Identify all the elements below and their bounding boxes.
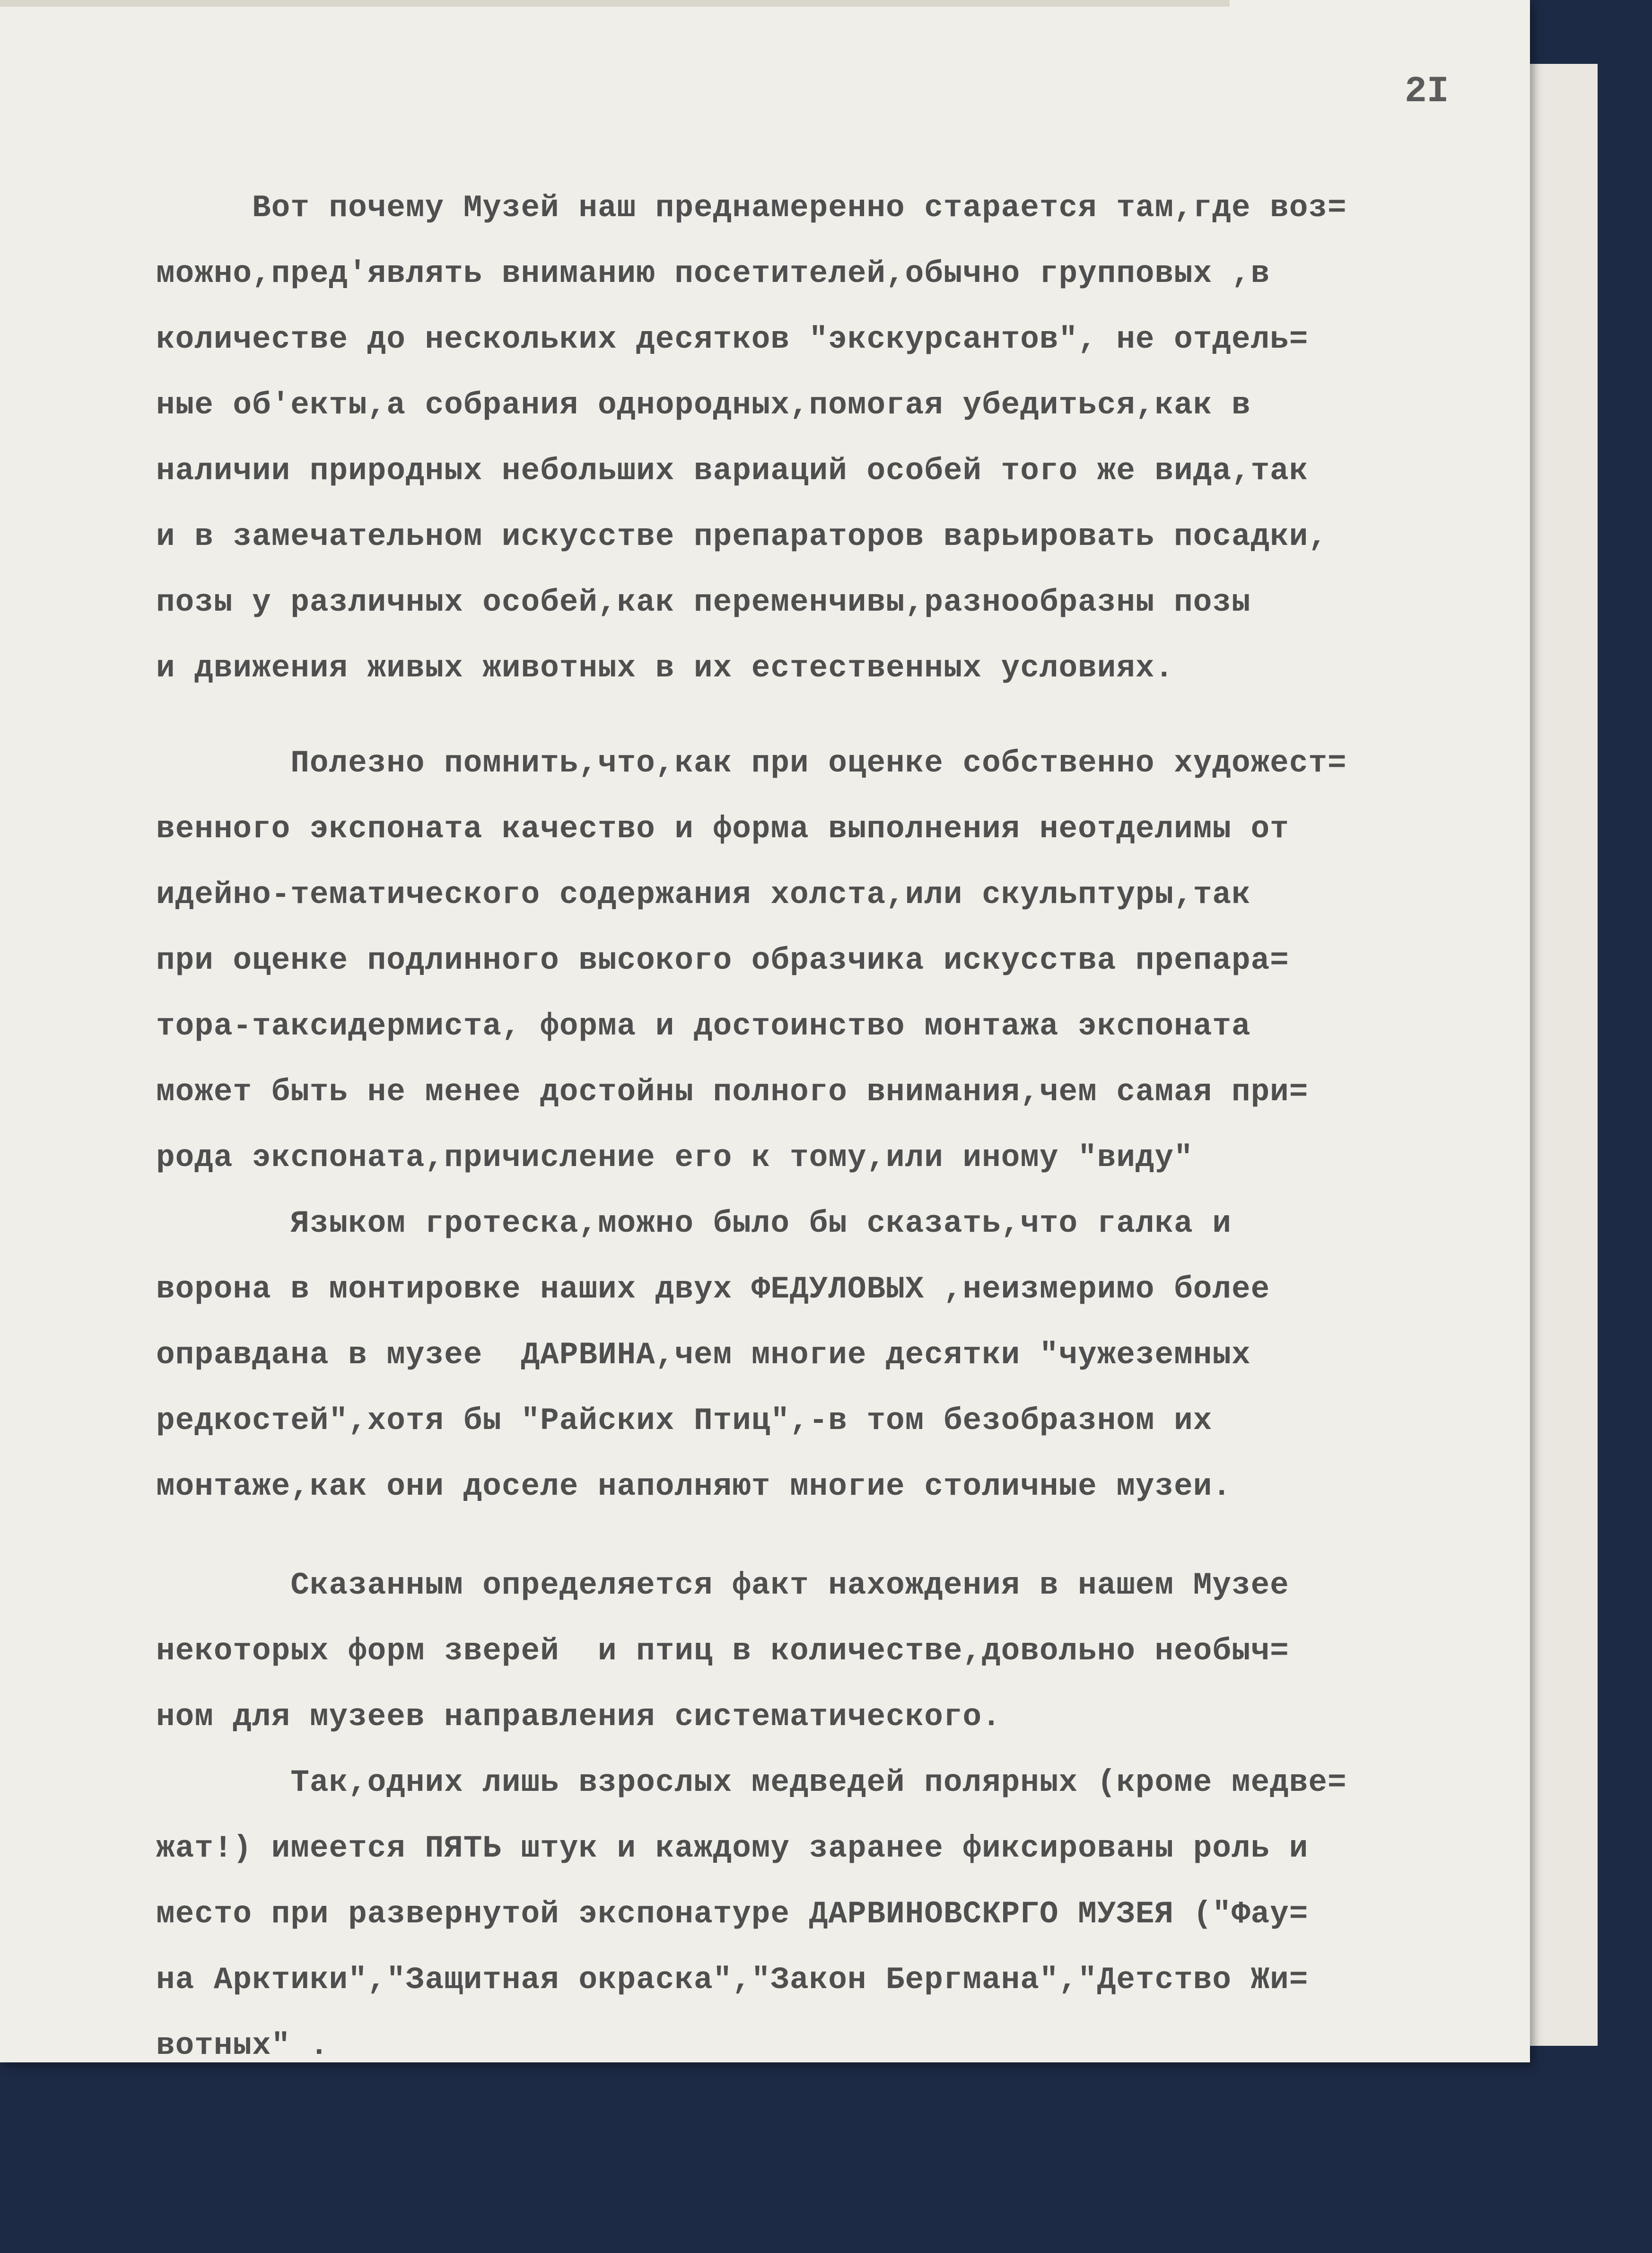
text-line: и в замечательном искусстве препараторов варьировать посадки,: [156, 519, 1328, 554]
text-line: Так,одних лишь взрослых медведей полярных (кроме медве=: [156, 1765, 1347, 1800]
text-line: оправдана в музее ДАРВИНА,чем многие десятки "чужеземных: [156, 1337, 1251, 1373]
text-line: Языком гротеска,можно было бы сказать,что галка и: [156, 1206, 1232, 1241]
text-line: вотных" .: [156, 2028, 329, 2063]
text-line: может быть не менее достойны полного внимания,чем самая при=: [156, 1074, 1309, 1110]
text-line: жат!) имеется ПЯТЬ штук и каждому заранее фиксированы роль и: [156, 1831, 1309, 1866]
paragraph-gap: [156, 701, 1471, 730]
text-line: можно,пред'являть вниманию посетителей,обычно групповых ,в: [156, 256, 1270, 291]
text-line: при оценке подлинного высокого образчика искусства препара=: [156, 943, 1289, 978]
body-text: [156, 175, 1471, 2078]
paragraph-2: [156, 730, 1471, 1191]
paragraph-5: [156, 1750, 1471, 2078]
text-line: редкостей",хотя бы "Райских Птиц",-в том безобразном их: [156, 1403, 1213, 1438]
page-number: 2I: [1405, 71, 1449, 113]
text-line: наличии природных небольших вариаций особей того же вида,так: [156, 453, 1309, 489]
paragraph-4: [156, 1552, 1471, 1750]
text-line: Вот почему Музей наш преднамеренно старается там,где воз=: [156, 190, 1347, 226]
text-line: венного экспоната качество и форма выполнения неотделимы от: [156, 811, 1289, 847]
text-line: рода экспоната,причисление его к тому,или иному "виду": [156, 1140, 1193, 1175]
text-line: ные об'екты,а собрания однородных,помогая убедиться,как в: [156, 387, 1251, 423]
top-edge: [0, 0, 1230, 7]
text-line: на Арктики","Защитная окраска","Закон Бергмана","Детство Жи=: [156, 1962, 1309, 1998]
text-line: ном для музеев направления систематического.: [156, 1699, 1001, 1735]
text-line: количестве до нескольких десятков "экскурсантов", не отдель=: [156, 322, 1309, 357]
text-line: и движения живых животных в их естественных условиях.: [156, 650, 1174, 686]
paragraph-gap: [156, 1519, 1471, 1552]
text-line: монтаже,как они доселе наполняют многие столичные музеи.: [156, 1469, 1232, 1504]
text-line: место при развернутой экспонатуре ДАРВИНОВСКРГО МУЗЕЯ ("Фау=: [156, 1896, 1309, 1932]
paragraph-1: [156, 175, 1471, 701]
text-line: Полезно помнить,что,как при оценке собственно художест=: [156, 745, 1347, 781]
text-line: позы у различных особей,как переменчивы,разнообразны позы: [156, 585, 1251, 620]
text-line: Сказанным определяется факт нахождения в нашем Музее: [156, 1568, 1289, 1603]
paragraph-3: [156, 1191, 1471, 1519]
text-line: тора-таксидермиста, форма и достоинство монтажа экспоната: [156, 1008, 1251, 1044]
text-line: идейно-тематического содержания холста,или скульптуры,так: [156, 877, 1251, 912]
text-line: некоторых форм зверей и птиц в количестве,довольно необыч=: [156, 1633, 1289, 1669]
text-line: ворона в монтировке наших двух ФЕДУЛОВЫХ ,неизмеримо более: [156, 1271, 1270, 1307]
